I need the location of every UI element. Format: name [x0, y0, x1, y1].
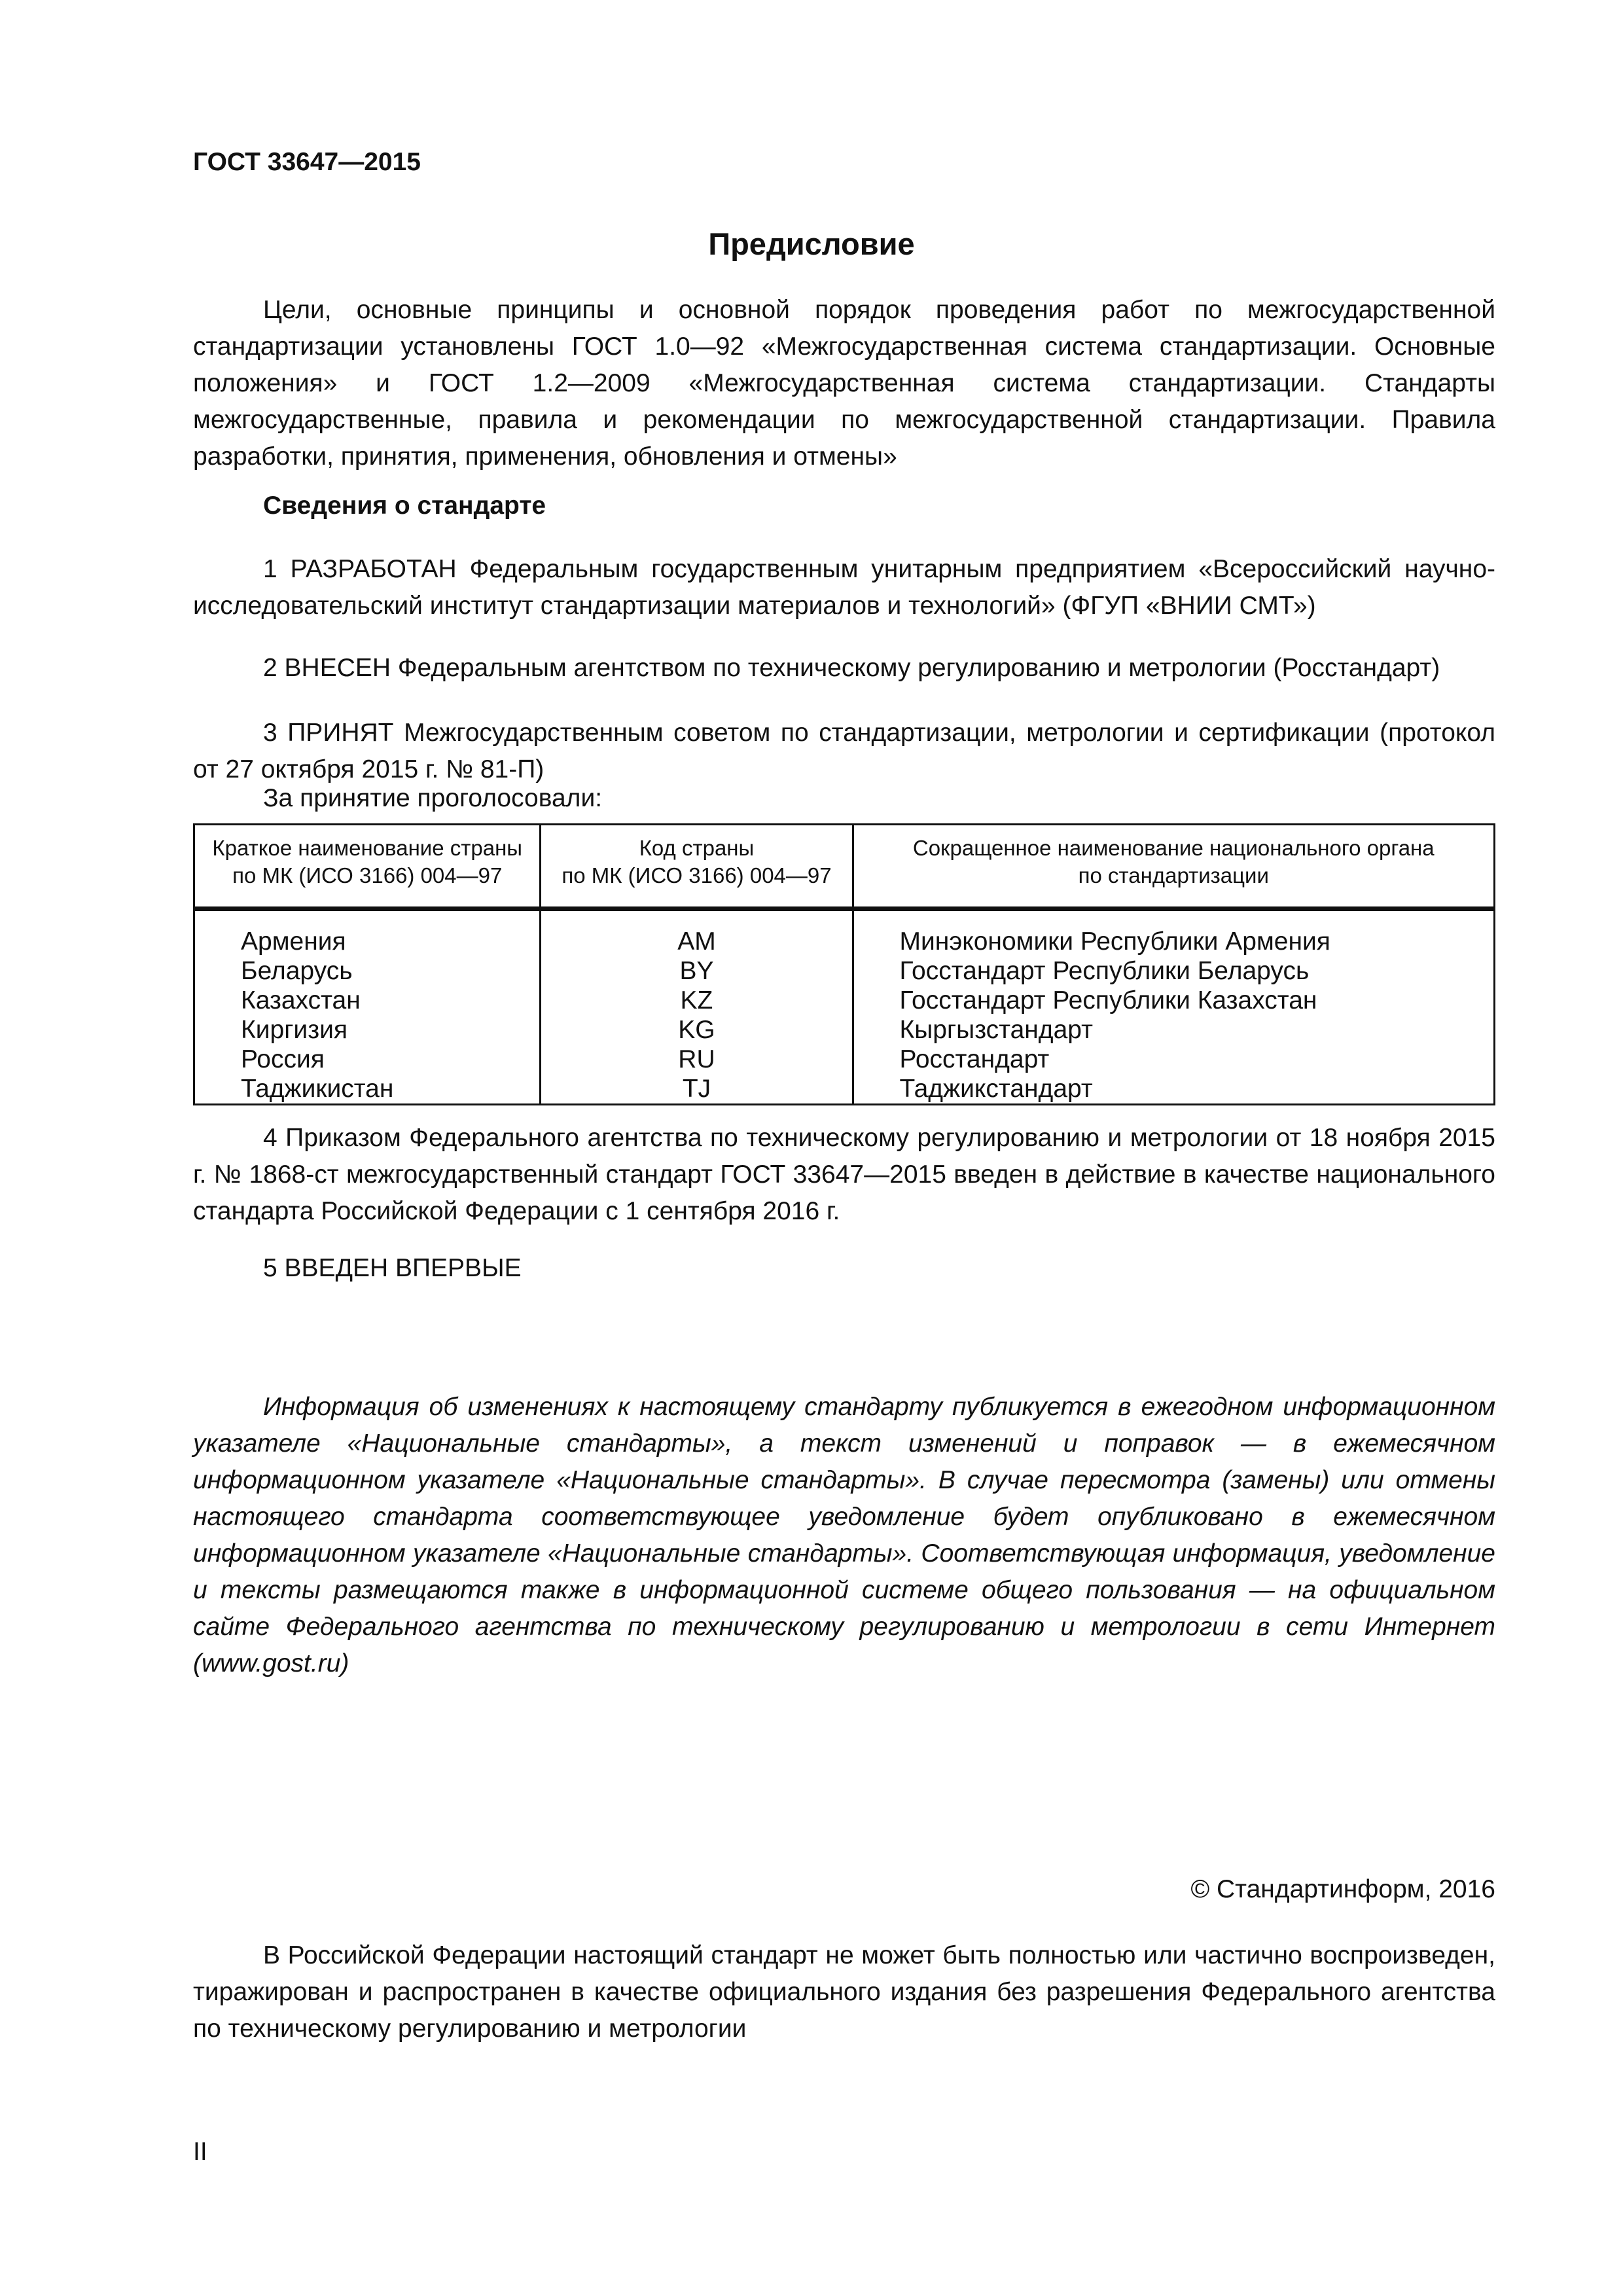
header-line: по стандартизации — [1078, 863, 1269, 888]
country-code: TJ — [682, 1075, 711, 1103]
national-body: Минэкономики Республики Армения — [899, 927, 1330, 956]
section-heading: Сведения о стандарте — [263, 492, 546, 520]
table-body-row — [194, 909, 1495, 1105]
national-body: Госстандарт Республики Казахстан — [899, 986, 1317, 1014]
country-name: Таджикистан — [241, 1075, 394, 1103]
country-name: Россия — [241, 1045, 325, 1073]
country-name: Армения — [241, 927, 346, 956]
item-submitted: 2 ВНЕСЕН Федеральным агентством по техническому регулированию и метрологии (Росстандарт) — [263, 654, 1440, 682]
item-adopted: 3 ПРИНЯТ Межгосударственным советом по стандартизации, метрологии и сертификации (протокол от 27 октября 2015 г. № 81-П) — [193, 719, 1495, 783]
column-header-country — [194, 825, 541, 909]
header-line: Сокращенное наименование национального органа — [912, 836, 1435, 860]
copyright-line: © Стандартинформ, 2016 — [1190, 1875, 1495, 1903]
table-header-row — [194, 825, 1495, 909]
country-names-cell — [194, 909, 541, 1105]
country-name: Беларусь — [241, 957, 353, 985]
country-name: Киргизия — [241, 1016, 348, 1044]
country-code: AM — [677, 927, 716, 956]
header-line: по МК (ИСО 3166) 004—97 — [562, 863, 832, 888]
header-line: по МК (ИСО 3166) 004—97 — [232, 863, 503, 888]
national-body: Кыргызстандарт — [899, 1016, 1093, 1044]
intro-paragraph: Цели, основные принципы и основной порядок проведения работ по межгосударственной стандартизации установлены ГОСТ 1.0—92 «Межгосударственная система стандартизации. Основные положения» и ГОСТ 1.2—2009 «Межгосударственная система стандартизации. Стандарты межгосударственные, правила и рекомендации по межгосударственной стандартизации. Правила разработки, принятия, применения, обновления и отмены» — [193, 296, 1495, 471]
header-line: Код страны — [639, 836, 755, 860]
item-developed: 1 РАЗРАБОТАН Федеральным государственным унитарным предприятием «Всероссийский научно-исследовательский институт стандартизации материалов и технологий» (ФГУП «ВНИИ СМТ») — [193, 555, 1495, 620]
column-header-body — [853, 825, 1494, 909]
national-body: Таджикстандарт — [899, 1075, 1093, 1103]
item-enacted: 4 Приказом Федерального агентства по техническому регулированию и метрологии от 18 ноября 2015 г. № 1868-ст межгосударственный стандарт ГОСТ 33647—2015 введен в действие в качестве национального стандарта Российской Федерации с 1 сентября 2016 г. — [193, 1124, 1495, 1225]
country-code: KG — [678, 1016, 715, 1044]
page-number: II — [193, 2138, 207, 2166]
document-code-header: ГОСТ 33647—2015 — [193, 148, 421, 176]
column-header-code — [541, 825, 853, 909]
country-code: BY — [679, 957, 714, 985]
country-code: KZ — [680, 986, 713, 1014]
national-bodies-cell — [853, 909, 1494, 1105]
page-title: Предисловие — [708, 226, 915, 261]
national-body: Росстандарт — [899, 1045, 1050, 1073]
changes-info-note: Информация об изменениях к настоящему стандарту публикуется в ежегодном информационном указателе «Национальные стандарты», а текст изменений и поправок — в ежемесячном информационном указателе «Национальные стандарты». В случае пересмотра (замены) или отмены настоящего стандарта соответствующее уведомление будет опубликовано в ежемесячном информационном указателе «Национальные стандарты». Соответствующая информация, уведомление и тексты размещаются также в информационной системе общего пользования — на официальном сайте Федерального агентства по техническому регулированию и метрологии в сети Интернет (www.gost.ru) — [193, 1393, 1495, 1677]
voted-label: За принятие проголосовали: — [263, 784, 603, 812]
country-code: RU — [678, 1045, 715, 1073]
country-codes-cell — [541, 909, 853, 1105]
country-name: Казахстан — [241, 986, 361, 1014]
item-first-introduced: 5 ВВЕДЕН ВПЕРВЫЕ — [263, 1254, 522, 1282]
national-body: Госстандарт Республики Беларусь — [899, 957, 1310, 985]
reproduction-notice: В Российской Федерации настоящий стандарт не может быть полностью или частично воспроизведен, тиражирован и распространен в качестве официального издания без разрешения Федерального агентства по техническому регулированию и метрологии — [193, 1941, 1495, 2043]
header-line: Краткое наименование страны — [212, 836, 523, 860]
voting-states-table — [193, 823, 1495, 1105]
